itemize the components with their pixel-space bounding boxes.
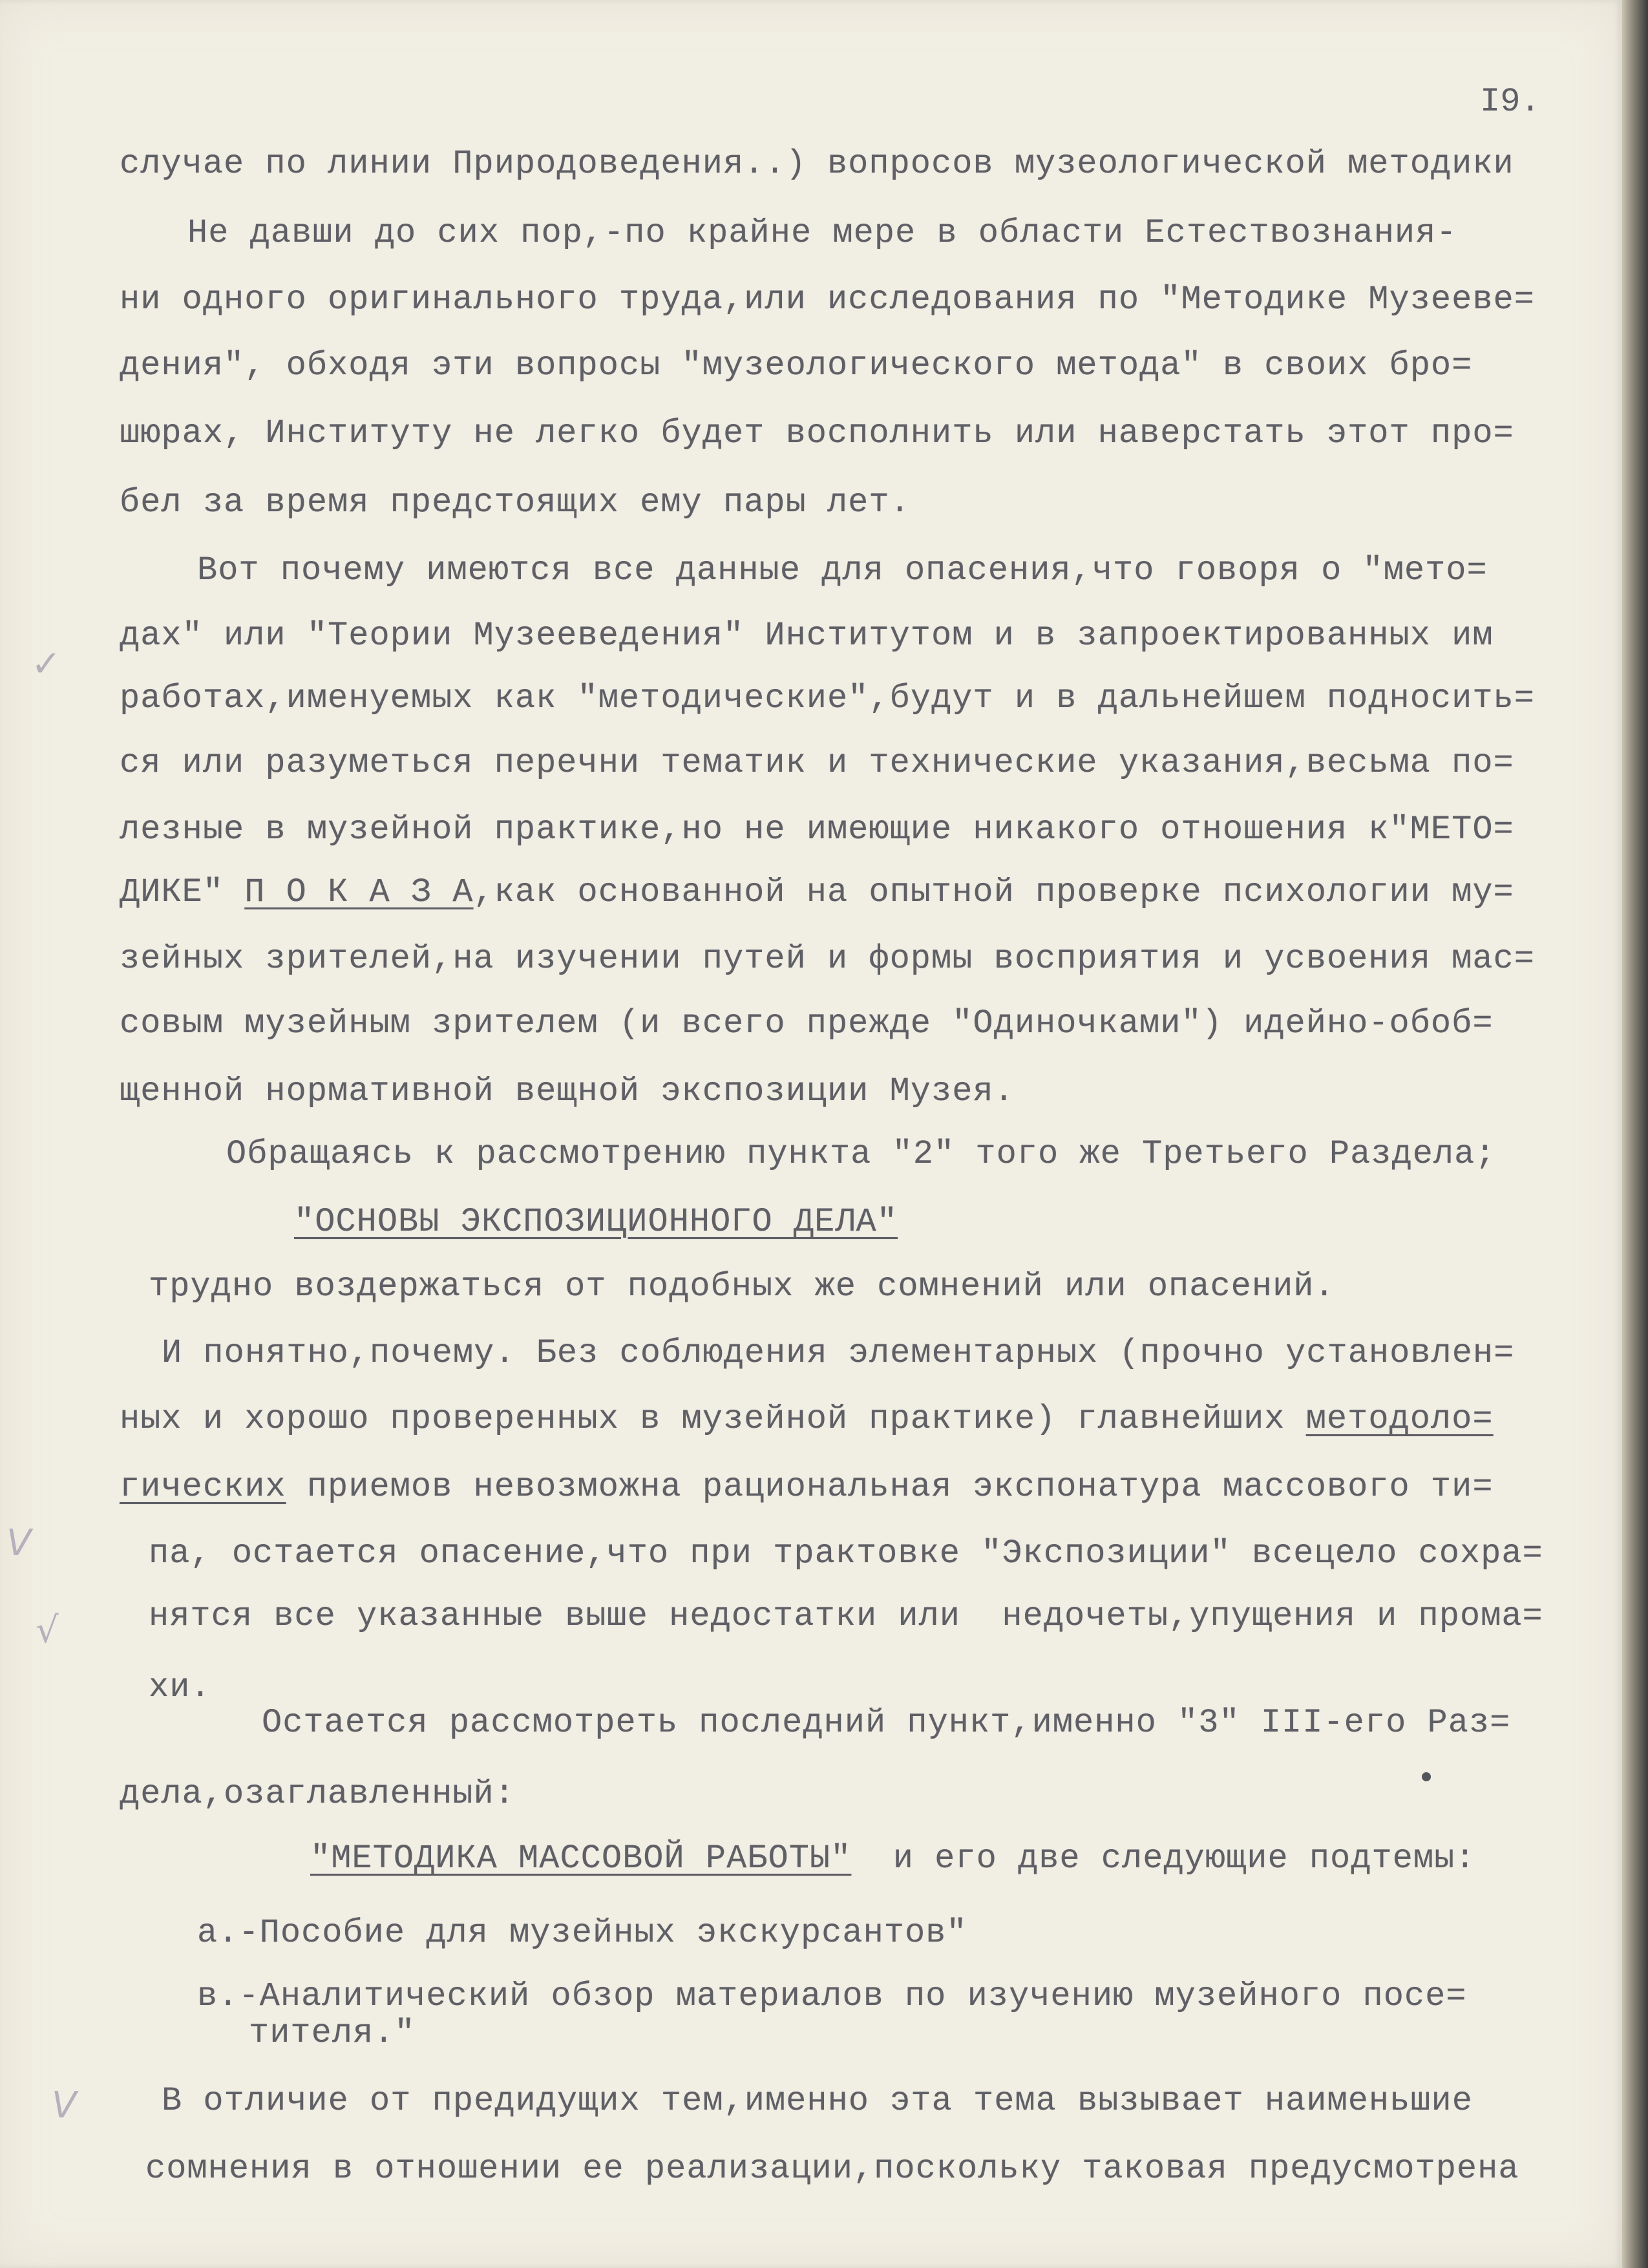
text-segment: лезные в музейной практике,но не имеющие никакого отношения к"МЕТО=	[120, 811, 1514, 849]
text-line	[120, 1004, 1494, 1043]
text-line	[149, 1267, 1335, 1306]
text-segment: ни одного оригинального труда,или исследования по "Методике Музееве=	[120, 281, 1535, 319]
text-segment: случае по линии Природоведения..) вопросов музеологической методики	[120, 145, 1514, 183]
text-line	[120, 1470, 1494, 1504]
text-line	[120, 1400, 1494, 1438]
text-segment: трудно воздержаться от подобных же сомнений или опасений.	[149, 1267, 1335, 1306]
text-segment: И понятно,почему. Без соблюдения элементарных (прочно установлен=	[162, 1334, 1515, 1372]
ink-dot	[1422, 1772, 1431, 1781]
text-line	[120, 619, 1494, 653]
underlined-text: методоло=	[1305, 1400, 1494, 1438]
text-segment: дела,озаглавленный:	[120, 1775, 515, 1813]
text-segment: ДИКЕ"	[120, 873, 245, 911]
text-line	[149, 1597, 1543, 1635]
text-line	[120, 679, 1535, 717]
text-segment: приемов невозможна рациональная экспонатура массового ти=	[286, 1468, 1494, 1506]
text-line	[187, 214, 1457, 252]
text-segment: Обращаясь к рассмотрению пункта "2" того же Третьего Раздела;	[226, 1135, 1496, 1173]
underlined-text: П О К А З А	[244, 873, 474, 911]
text-line	[197, 551, 1488, 589]
text-line	[120, 346, 1473, 385]
text-segment: зейных зрителей,на изучении путей и формы восприятия и усвоения мас=	[120, 940, 1535, 978]
text-line	[149, 1668, 211, 1706]
text-segment: хи.	[149, 1668, 211, 1706]
text-line	[249, 2014, 416, 2052]
margin-check-mark: V	[6, 1522, 32, 1564]
text-line	[120, 1777, 515, 1811]
text-line	[226, 1135, 1496, 1173]
text-segment: Вот почему имеются все данные для опасения,что говоря о "мето=	[197, 551, 1488, 589]
text-line	[262, 1706, 1510, 1740]
text-line	[162, 2084, 1473, 2118]
text-segment: ных и хорошо проверенных в музейной практике) главнейших	[120, 1400, 1306, 1438]
text-segment: дах" или "Теории Музееведения" Институтом и в запроектированных им	[120, 617, 1494, 655]
text-line	[120, 414, 1514, 452]
text-line	[120, 744, 1514, 782]
text-segment: па, остается опасение,что при трактовке "Экспозиции" всецело сохра=	[149, 1534, 1543, 1573]
text-segment: а.-Пособие для музейных экскурсантов"	[197, 1914, 967, 1952]
text-line	[120, 942, 1535, 976]
text-segment: сомнения в отношении ее реализации,поскольку таковая предусмотрена	[145, 2150, 1519, 2188]
margin-check-mark: V	[52, 2084, 77, 2126]
text-line	[149, 1534, 1543, 1573]
text-segment: щенной нормативной вещной экспозиции Музея.	[120, 1072, 1015, 1110]
underlined-text: гических	[120, 1468, 286, 1506]
page-edge-shadow	[1622, 0, 1648, 2268]
text-line	[197, 1916, 967, 1950]
margin-check-mark: √	[36, 1609, 59, 1651]
text-segment: в.-Аналитический обзор материалов по изучению музейного посе=	[197, 1977, 1467, 2015]
text-segment: дения", обходя эти вопросы "музеологического метода" в своих бро=	[120, 346, 1473, 385]
text-line	[162, 1334, 1515, 1372]
text-segment: Не давши до сих пор,-по крайне мере в области Естествознания-	[187, 214, 1457, 252]
text-segment: Остается рассмотреть последний пункт,именно "3" III-его Раз=	[262, 1704, 1511, 1742]
text-segment: работах,именуемых как "методические",будут и в дальнейшем подносить=	[120, 679, 1535, 717]
underlined-text: "ОСНОВЫ ЭКСПОЗИЦИОННОГО ДЕЛА"	[294, 1203, 898, 1241]
text-segment: шюрах, Институту не легко будет восполнить или наверстать этот про=	[120, 414, 1514, 452]
text-line	[120, 483, 911, 522]
text-line	[310, 1839, 1476, 1878]
text-segment: совым музейным зрителем (и всего прежде "Одиночками") идейно-обоб=	[120, 1004, 1494, 1043]
text-line	[120, 283, 1535, 317]
text-line	[120, 873, 1514, 911]
text-segment: ,как основанной на опытной проверке психологии му=	[473, 873, 1514, 911]
text-line	[120, 813, 1514, 847]
text-line	[197, 1977, 1467, 2015]
text-line	[294, 1205, 898, 1239]
text-segment: тителя."	[249, 2014, 416, 2052]
text-segment: ся или разуметься перечни тематик и технические указания,весьма по=	[120, 744, 1514, 782]
text-line	[120, 147, 1514, 181]
text-segment: и его две следующие подтемы:	[851, 1839, 1476, 1878]
underlined-text: "МЕТОДИКА МАССОВОЙ РАБОТЫ"	[310, 1839, 852, 1878]
text-segment: нятся все указанные выше недостатки или недочеты,упущения и прома=	[149, 1597, 1543, 1635]
text-segment: бел за время предстоящих ему пары лет.	[120, 483, 911, 522]
text-line	[120, 1072, 1015, 1110]
text-segment: В отличие от предидущих тем,именно эта тема вызывает наименьшие	[162, 2082, 1473, 2120]
page-number: I9.	[1480, 83, 1541, 121]
margin-check-mark: ✓	[31, 643, 61, 685]
text-line	[145, 2152, 1519, 2186]
